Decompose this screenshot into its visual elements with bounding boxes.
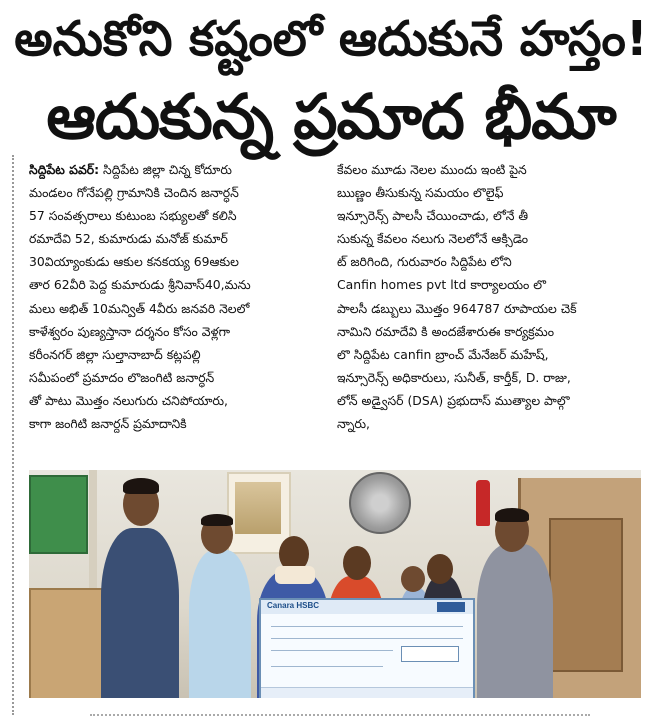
article-line: కేవలం మూడు నెలల ముందు ఇంటి పైన xyxy=(337,162,527,177)
person-head xyxy=(401,566,425,592)
article-line: Canfin homes pvt ltd కార్యాలయం లొ xyxy=(337,277,547,293)
article-text: కరీంనగర్ జిల్లా సుల్తానాబాద్ కట్లపల్లి xyxy=(29,346,201,362)
article-line xyxy=(29,250,329,273)
large-cheque xyxy=(259,598,475,698)
article-line: లొ సిద్దిపేట canfin బ్రాంచ్ మేనేజర్ మహేష్, xyxy=(337,346,549,362)
article-line xyxy=(29,273,329,296)
article-text: సిద్దిపేట జిల్లా చిన్న కోదూరు xyxy=(99,162,232,177)
article-line xyxy=(29,181,329,204)
article-line: లోన్ అడ్వైసర్ (DSA) ప్రభుదాస్ ముత్యాల పాల్గొ xyxy=(337,392,570,408)
person-head xyxy=(427,554,453,584)
article-line xyxy=(29,412,329,435)
article-line xyxy=(29,297,329,320)
cheque-brand: Canara HSBC xyxy=(267,601,320,610)
article-text: మలు అభిత్ 10మన్విత్ 4వీరు జనవరి నెలలో xyxy=(29,300,250,316)
green-poster xyxy=(29,475,88,554)
cheque-amount-box xyxy=(401,646,459,662)
fire-extinguisher xyxy=(476,480,490,526)
neck-collar xyxy=(275,566,315,584)
article-text: 30వియ్యాంకుడు ఆకుల కనకయ్య 69ఆకుల xyxy=(29,254,239,270)
article-line: పాలసీ డబ్బులు మొత్తం 964787 రూపాయల చెక్ xyxy=(337,300,577,316)
article-line xyxy=(29,389,329,412)
person-head xyxy=(343,546,371,580)
article-text: కాగా జంగిటి జనార్దన్ ప్రమాదానికి xyxy=(29,416,187,432)
person-man-2 xyxy=(189,550,251,698)
bank-logo-icon xyxy=(437,602,465,612)
article-text: మండలం గోనేపల్లి గ్రామానికి చెందిన జనార్ధన్ xyxy=(29,185,239,201)
article-line: న్నారు, xyxy=(337,416,370,432)
article-line: ఇన్సూరెన్స్ పాలసీ చేయించాడు, లోనే తీ xyxy=(337,208,529,224)
wooden-shelf xyxy=(29,588,103,698)
article-line: ఋణ్ణం తీసుకున్న సమయం లొలైఫ్ xyxy=(337,185,504,201)
article-line: సుకున్న కేవలం నలుగు నెలలోనే ఆక్సిడెం xyxy=(337,231,529,247)
news-photo xyxy=(29,470,641,698)
headline-line-2: ఆదుకున్న ప్రమాద భీమా xyxy=(46,80,616,153)
article-column-2 xyxy=(337,158,637,435)
article-text: సమీపంలో ప్రమాదం లొజంగిటి జనార్ధన్ xyxy=(29,369,215,385)
dateline: సిద్దిపేట పవర్: xyxy=(29,162,100,177)
article-text: తో పాటు మొత్తం నలుగురు చనిపోయారు, xyxy=(29,392,228,408)
article-text: 57 సంవత్సరాలు కుటుంబ సభ్యులతో కలిసి xyxy=(29,208,237,224)
article-line xyxy=(29,158,329,181)
article-column-1 xyxy=(29,158,329,435)
article-line xyxy=(29,227,329,250)
article-text: తార 62వీరి పెద్ద కుమారుడు శ్రీనివాస్40,మను xyxy=(29,277,251,293)
article-text: రమాదేవి 52, కుమారుడు మనోజ్ కుమార్ xyxy=(29,231,228,247)
article-line xyxy=(29,320,329,343)
bottom-dotted-rule xyxy=(90,714,590,716)
left-dotted-rule xyxy=(12,155,14,715)
headline-line-1: అనుకోని కష్టంలో ఆదుకునే హస్తం! xyxy=(14,11,648,67)
article-line xyxy=(29,366,329,389)
article-line: ఇన్సూరెన్స్ అధికారులు, సునీత్, కార్తీక్, D. రాజు, xyxy=(337,369,571,385)
article-line xyxy=(29,343,329,366)
article-text: కాళేశ్వరం పుణ్యస్తానా దర్శనం కోసం వెళ్లగా xyxy=(29,323,230,339)
article-line: నామిని రమాదేవి కి అందజేశారుఈ కార్యక్రమం xyxy=(337,323,555,339)
article-line: ట్ జరిగింది, గురువారం సిద్దిపేట లోని xyxy=(337,254,512,270)
person-man-left xyxy=(101,528,179,698)
person-man-right xyxy=(477,544,553,698)
wall-fan xyxy=(349,472,411,534)
article-line xyxy=(29,204,329,227)
